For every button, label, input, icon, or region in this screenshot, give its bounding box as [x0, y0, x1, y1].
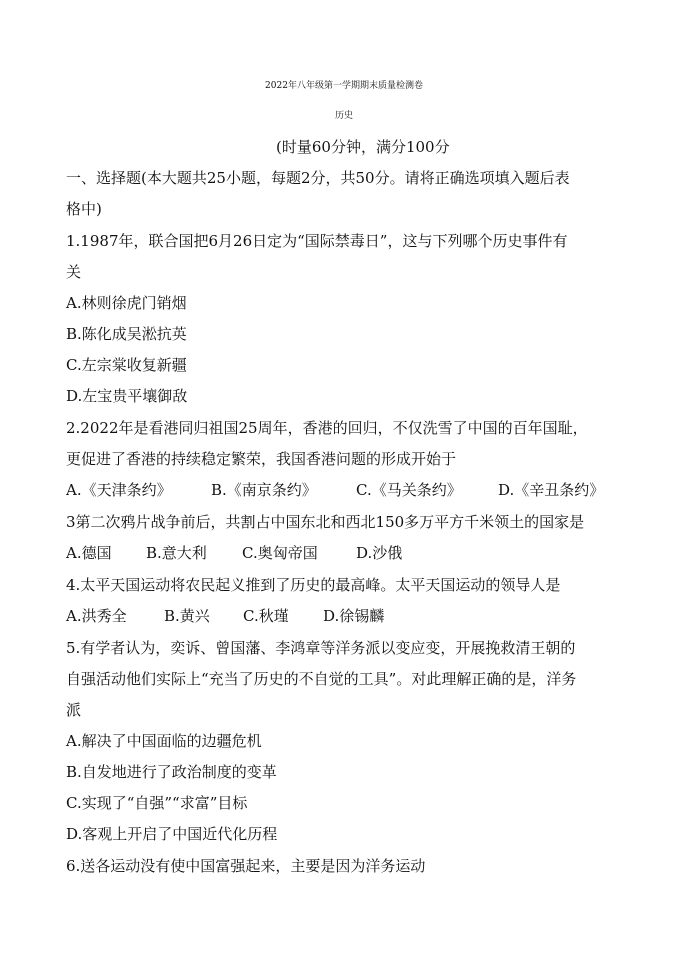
q2-option-c: C.《马关条约》 [356, 481, 462, 499]
q3-option-d: D.沙俄 [356, 544, 403, 562]
q2-option-b: B.《南京条约》 [211, 481, 317, 499]
q3-option-a: A.德国 [66, 544, 112, 562]
q5-stem-line3: 派 [66, 701, 82, 719]
section-intro-line2: 格中) [66, 200, 102, 218]
q3-stem-line1: 3第二次鸦片战争前后，共割占中国东北和西北150多万平方千米领土的国家是 [66, 513, 585, 531]
q4-option-c: C.秋瑾 [243, 607, 289, 625]
q5-option-c: C.实现了“自强”“求富”目标 [66, 794, 248, 812]
q1-option-a: A.林则徐虎门销烟 [66, 294, 187, 312]
q2-option-a: A.《天津条约》 [66, 481, 172, 499]
q2-stem-line1: 2.2022年是看港同归祖国25周年，香港的回归，不仅洗雪了中国的百年国耻， [66, 419, 588, 437]
q1-option-b: B.陈化成吴淞抗英 [66, 325, 187, 343]
q5-stem-line2: 自强活动他们实际上“充当了历史的不自觉的工具”。对此理解正确的是，洋务 [66, 670, 577, 688]
q4-option-d: D.徐锡麟 [323, 607, 385, 625]
q5-stem-line1: 5.有学者认为，奕诉、曾国藩、李鸿章等洋务派以变应变，开展挽救清王朝的 [66, 639, 576, 657]
q2-option-d: D.《辛丑条约》 [498, 481, 605, 499]
q1-stem-line1: 1.1987年，联合国把6月26日定为“国际禁毒日”，这与下列哪个历史事件有 [66, 232, 568, 250]
q2-stem-line2: 更促进了香港的持续稳定繁荣，我国香港问题的形成开始于 [66, 450, 457, 468]
q3-option-c: C.奥匈帝国 [242, 544, 318, 562]
q6-stem-line1: 6.送各运动没有使中国富强起来，主要是因为洋务运动 [66, 857, 426, 875]
q5-option-b: B.自发地进行了政治制度的变革 [66, 763, 277, 781]
q5-option-a: A.解决了中国面临的边疆危机 [66, 732, 262, 750]
subject-title: 历史 [334, 111, 353, 121]
q4-option-b: B.黄兴 [164, 607, 210, 625]
q3-option-b: B.意大利 [146, 544, 207, 562]
exam-title: 2022年八年级第一学期期末质量检测卷 [265, 81, 423, 91]
section-intro-line1: 一、选择题(本大题共25小题，每题2分，共50分。请将正确选项填入题后表 [66, 169, 570, 187]
time-score-note: (时量60分钟，满分100分 [276, 138, 450, 156]
q1-option-c: C.左宗棠收复新疆 [66, 356, 187, 374]
q4-stem-line1: 4.太平天国运动将农民起义推到了历史的最高峰。太平天国运动的领导人是 [66, 576, 561, 594]
q1-option-d: D.左宝贵平壤御敌 [66, 387, 188, 405]
q5-option-d: D.客观上开启了中国近代化历程 [66, 825, 278, 843]
q1-stem-line2: 关 [66, 263, 82, 281]
q4-option-a: A.洪秀全 [66, 607, 127, 625]
